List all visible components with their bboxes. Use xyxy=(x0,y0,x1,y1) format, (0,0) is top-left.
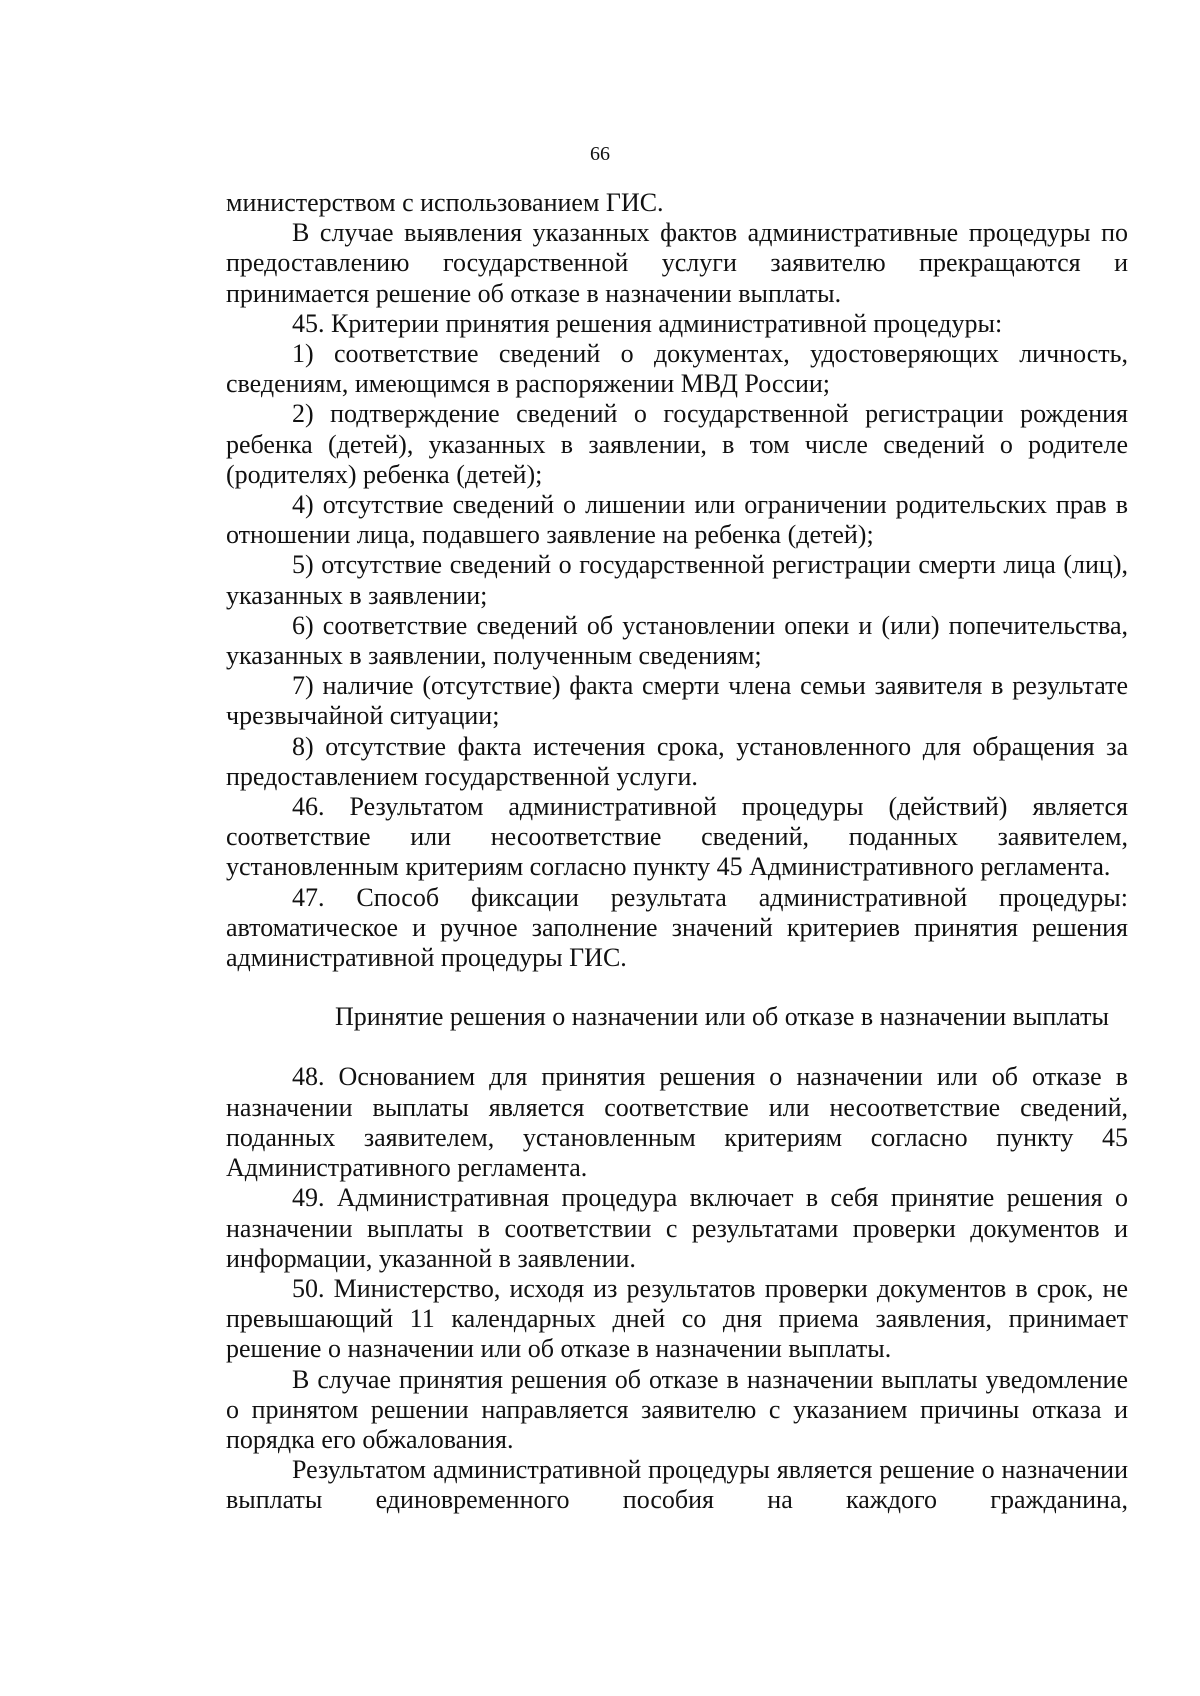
paragraph-item-48: 48. Основанием для принятия решения о назначении или об отказе в назначении выплаты является соответствие или несоответствие сведений, поданных заявителем, установленным критериям согласно пункту 45 Административного регламента. xyxy=(226,1062,1128,1183)
paragraph-item-47: 47. Способ фиксации результата административной процедуры: автоматическое и ручное заполнение значений критериев принятия решения административной процедуры ГИС. xyxy=(226,882,1128,973)
criterion-5: 5) отсутствие сведений о государственной регистрации смерти лица (лиц), указанных в заявлении; xyxy=(226,550,1128,610)
paragraph-continued: Результатом административной процедуры является решение о назначении выплаты единовременного пособия на каждого гражданина, xyxy=(226,1455,1128,1515)
section-heading: Принятие решения о назначении или об отказе в назначении выплаты xyxy=(334,1002,1109,1032)
criterion-7: 7) наличие (отсутствие) факта смерти члена семьи заявителя в результате чрезвычайной ситуации; xyxy=(226,671,1128,731)
criterion-1: 1) соответствие сведений о документах, удостоверяющих личность, сведениям, имеющимся в распоряжении МВД России; xyxy=(226,339,1128,399)
paragraph: В случае выявления указанных фактов административные процедуры по предоставлению государственной услуги заявителю прекращаются и принимается решение об отказе в назначении выплаты. xyxy=(226,218,1128,308)
paragraph-item-46: 46. Результатом административной процедуры (действий) является соответствие или несоответствие сведений, поданных заявителем, установленным критериям согласно пункту 45 Административного регламента. xyxy=(226,792,1128,882)
criterion-8: 8) отсутствие факта истечения срока, установленного для обращения за предоставлением государственной услуги. xyxy=(226,731,1128,791)
criterion-2: 2) подтверждение сведений о государственной регистрации рождения ребенка (детей), указанных в заявлении, в том числе сведений о родителе (родителях) ребенка (детей); xyxy=(226,399,1128,489)
paragraph-item-45: 45. Критерии принятия решения административной процедуры: xyxy=(292,308,1003,338)
document-body xyxy=(226,188,1128,1516)
criterion-4: 4) отсутствие сведений о лишении или ограничении родительских прав в отношении лица, подавшего заявление на ребенка (детей); xyxy=(226,490,1128,550)
criterion-6: 6) соответствие сведений об установлении опеки и (или) попечительства, указанных в заявлении, полученным сведениям; xyxy=(226,610,1128,671)
paragraph-item-50: 50. Министерство, исходя из результатов проверки документов в срок, не превышающий 11 календарных дней со дня приема заявления, принимает решение о назначении или об отказе в назначении выплаты. xyxy=(226,1273,1128,1364)
paragraph-continuation: министерством с использованием ГИС. xyxy=(226,188,664,217)
page-number: 66 xyxy=(590,143,610,165)
paragraph: В случае принятия решения об отказе в назначении выплаты уведомление о принятом решении направляется заявителю с указанием причины отказа и порядка его обжалования. xyxy=(226,1364,1128,1454)
paragraph-item-49: 49. Административная процедура включает в себя принятие решения о назначении выплаты в соответствии с результатами проверки документов и информации, указанной в заявлении. xyxy=(226,1183,1128,1273)
